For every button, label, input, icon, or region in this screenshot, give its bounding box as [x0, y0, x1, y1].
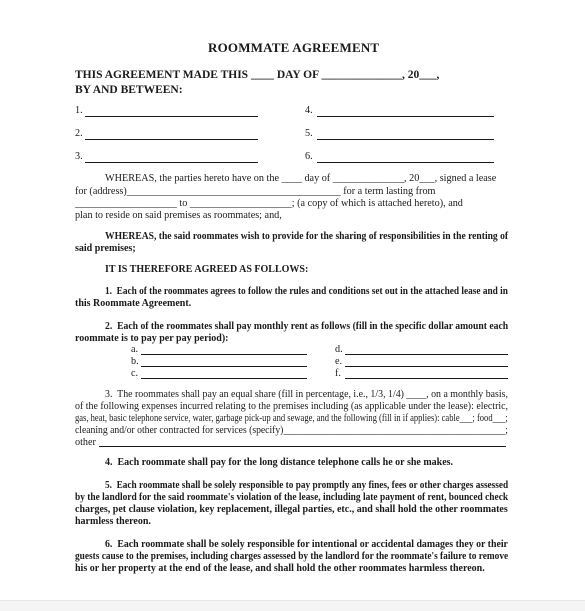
- rent-amount-line[interactable]: [345, 366, 508, 367]
- party-name-line[interactable]: [317, 139, 494, 140]
- text-line: harmless thereon.: [75, 516, 151, 527]
- rent-amount-line[interactable]: [141, 354, 307, 355]
- text-line: 5. Each roommate shall be solely responsible to pay promptly any fines, fees or other charges assessed: [105, 480, 509, 491]
- text-line: of the following expenses incurred relating to the premises including (as applicable under the lease): electric,: [75, 401, 509, 412]
- party-number: 1.: [75, 105, 83, 116]
- clause-4: 4. Each roommate shall pay for the long distance telephone calls he or she makes.: [105, 457, 454, 468]
- text-line: other: [75, 437, 96, 448]
- party-name-line[interactable]: [317, 116, 494, 117]
- rent-amount-line[interactable]: [141, 366, 307, 367]
- rent-row-letter: b.: [131, 356, 139, 367]
- document-title: ROOMMATE AGREEMENT: [208, 40, 380, 55]
- text-line: cleaning and/or other contracted for services (specify)______________________________________________;: [75, 425, 508, 436]
- text-line: 3. The roommates shall pay an equal share (fill in percentage, i.e., 1/3, 1/4) ____, on a monthly basis,: [105, 389, 508, 400]
- by-and-between-label: BY AND BETWEEN:: [75, 84, 183, 96]
- party-number: 6.: [305, 151, 313, 162]
- text-line: 2. Each of the roommates shall pay monthly rent as follows (fill in the specific dollar amount each: [105, 321, 509, 332]
- text-line: charges, pet clause violation, key replacement, illegal parties, etc., and shall hold the other roommates: [75, 504, 508, 515]
- rent-row-letter: d.: [335, 344, 343, 355]
- text-line: roommate is to pay per pay period):: [75, 333, 229, 344]
- text-line: plan to reside on said premises as roommates; and,: [75, 210, 282, 221]
- text-line: gas, heat, basic telephone service, water, garbage pick-up and sewage, and the following (fill in if applies): cable___; food___;: [75, 413, 508, 424]
- party-name-line[interactable]: [317, 162, 494, 163]
- rent-row-letter: f.: [335, 368, 341, 379]
- party-name-line[interactable]: [85, 139, 258, 140]
- party-number: 4.: [305, 105, 313, 116]
- text-line: said premises;: [75, 243, 136, 254]
- text-line: WHEREAS, the parties hereto have on the ____ day of ______________, 20___, signed a lease: [105, 173, 497, 184]
- text-line: 1. Each of the roommates agrees to follow the rules and conditions set out in the attached lease and in: [105, 286, 508, 297]
- rent-row-letter: a.: [131, 344, 139, 355]
- rent-row-letter: e.: [335, 356, 343, 367]
- text-line: WHEREAS, the said roommates wish to provide for the sharing of responsibilities in the renting of: [105, 231, 509, 242]
- text-line: by the landlord for the said roommate's violation of the lease, including late payment of rent, bounced check: [75, 492, 509, 503]
- party-name-line[interactable]: [85, 162, 258, 163]
- rent-amount-line[interactable]: [141, 378, 307, 379]
- text-line: his or her property at the end of the lease, and shall hold the other roommates harmless thereon.: [75, 563, 485, 574]
- text-line: guests cause to the premises, including charges assessed by the landlord for the roommate's failure to remove: [75, 551, 509, 562]
- rent-row-letter: c.: [131, 368, 139, 379]
- party-number: 3.: [75, 151, 83, 162]
- text-line: ____________________ to ____________________; (a copy of which is attached hereto), and: [75, 198, 463, 209]
- rent-amount-line[interactable]: [345, 354, 508, 355]
- party-number: 5.: [305, 128, 313, 139]
- text-line: for (address)__________________________________________ for a term lasting from: [75, 186, 436, 197]
- agreement-date-line: THIS AGREEMENT MADE THIS ____ DAY OF ______________, 20___,: [75, 69, 440, 81]
- agreed-heading: IT IS THEREFORE AGREED AS FOLLOWS:: [105, 264, 309, 275]
- party-number: 2.: [75, 128, 83, 139]
- text-line: this Roommate Agreement.: [75, 298, 192, 309]
- text-line: 6. Each roommate shall be solely responsible for intentional or accidental damages they or their: [105, 539, 508, 550]
- page-bottom-edge: [0, 600, 585, 611]
- party-name-line[interactable]: [85, 116, 258, 117]
- other-expenses-line[interactable]: [99, 446, 506, 447]
- rent-amount-line[interactable]: [345, 378, 508, 379]
